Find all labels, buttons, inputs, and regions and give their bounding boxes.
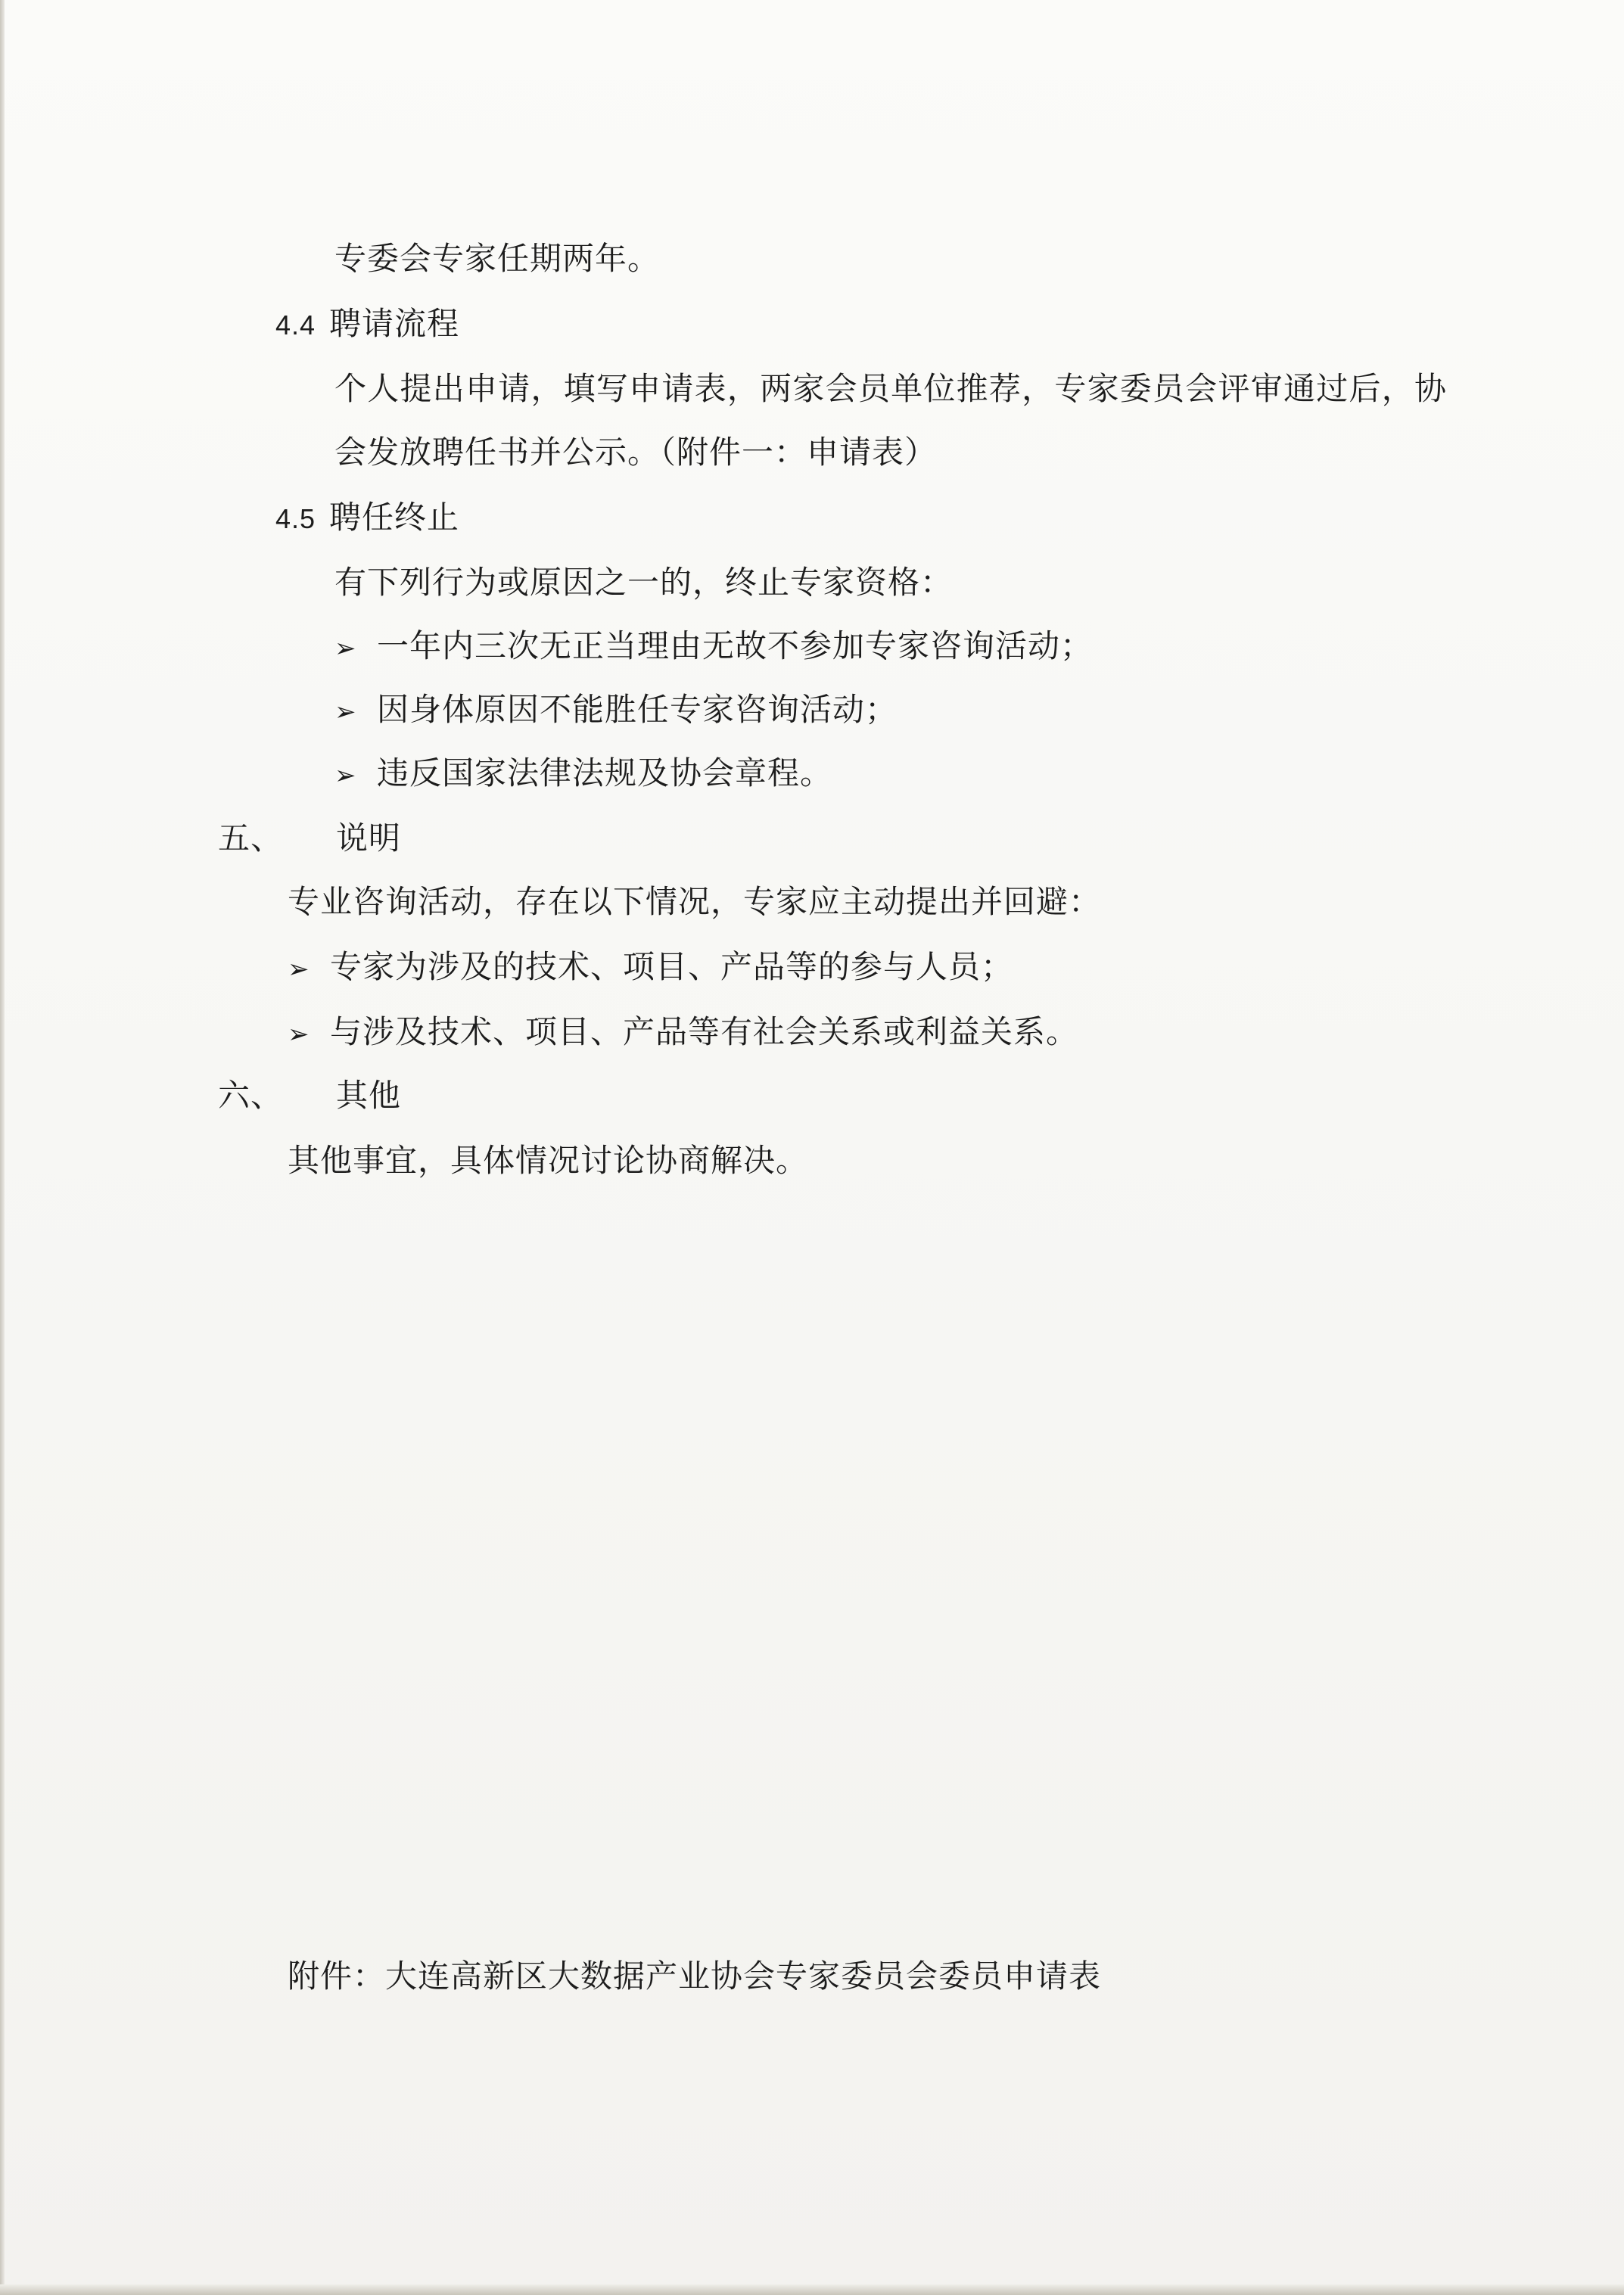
section-4-4-title: 聘请流程 — [329, 305, 460, 342]
section-4-5-heading — [275, 496, 459, 540]
section-4-5-intro: 有下列行为或原因之一的，终止专家资格： — [334, 564, 954, 601]
attachment-note: 附件：大连高新区大数据产业协会专家委员会委员申请表 — [288, 1958, 1102, 1995]
arrow-bullet-icon: ➢ — [288, 954, 310, 984]
section-5-heading — [218, 817, 401, 860]
list-item — [288, 946, 1013, 990]
section-4-5-title: 聘任终止 — [329, 499, 460, 536]
term-text: 专委会专家任期两年。 — [334, 240, 661, 277]
list-item — [288, 1011, 1078, 1056]
list-item-text: 因身体原因不能胜任专家咨询活动； — [377, 691, 898, 728]
list-item-text: 违反国家法律法规及协会章程。 — [377, 754, 833, 791]
section-5-number: 五、 — [218, 819, 284, 857]
scan-edge-left — [0, 0, 5, 2295]
section-4-4-paragraph-line-1: 个人提出申请，填写申请表，两家会员单位推荐，专家委员会评审通过后，协 — [334, 370, 1447, 407]
section-4-5-number: 4.5 — [275, 503, 316, 534]
list-item-text: 专家为涉及的技术、项目、产品等的参与人员； — [330, 948, 1014, 985]
arrow-bullet-icon: ➢ — [334, 697, 357, 727]
section-4-4-number: 4.4 — [275, 309, 316, 341]
list-item — [334, 625, 1093, 670]
list-item-text: 与涉及技术、项目、产品等有社会关系或利益关系。 — [330, 1013, 1079, 1050]
list-item-text: 一年内三次无正当理由无故不参加专家咨询活动； — [377, 627, 1094, 664]
arrow-bullet-icon: ➢ — [288, 1019, 310, 1050]
section-6-heading — [218, 1074, 401, 1117]
section-4-4-heading — [275, 303, 459, 347]
scan-edge-bottom — [0, 2284, 1624, 2295]
section-6-title: 其他 — [336, 1077, 402, 1114]
list-item — [334, 689, 898, 733]
section-6-text: 其他事宜，具体情况讨论协商解决。 — [288, 1142, 809, 1179]
arrow-bullet-icon: ➢ — [334, 633, 357, 664]
section-5-title: 说明 — [336, 819, 402, 857]
list-item — [334, 752, 832, 797]
arrow-bullet-icon: ➢ — [334, 760, 357, 791]
section-5-intro: 专业咨询活动，存在以下情况，专家应主动提出并回避： — [288, 883, 1102, 920]
section-6-number: 六、 — [218, 1077, 284, 1114]
section-4-4-paragraph-line-2: 会发放聘任书并公示。（附件一：申请表） — [334, 434, 938, 471]
